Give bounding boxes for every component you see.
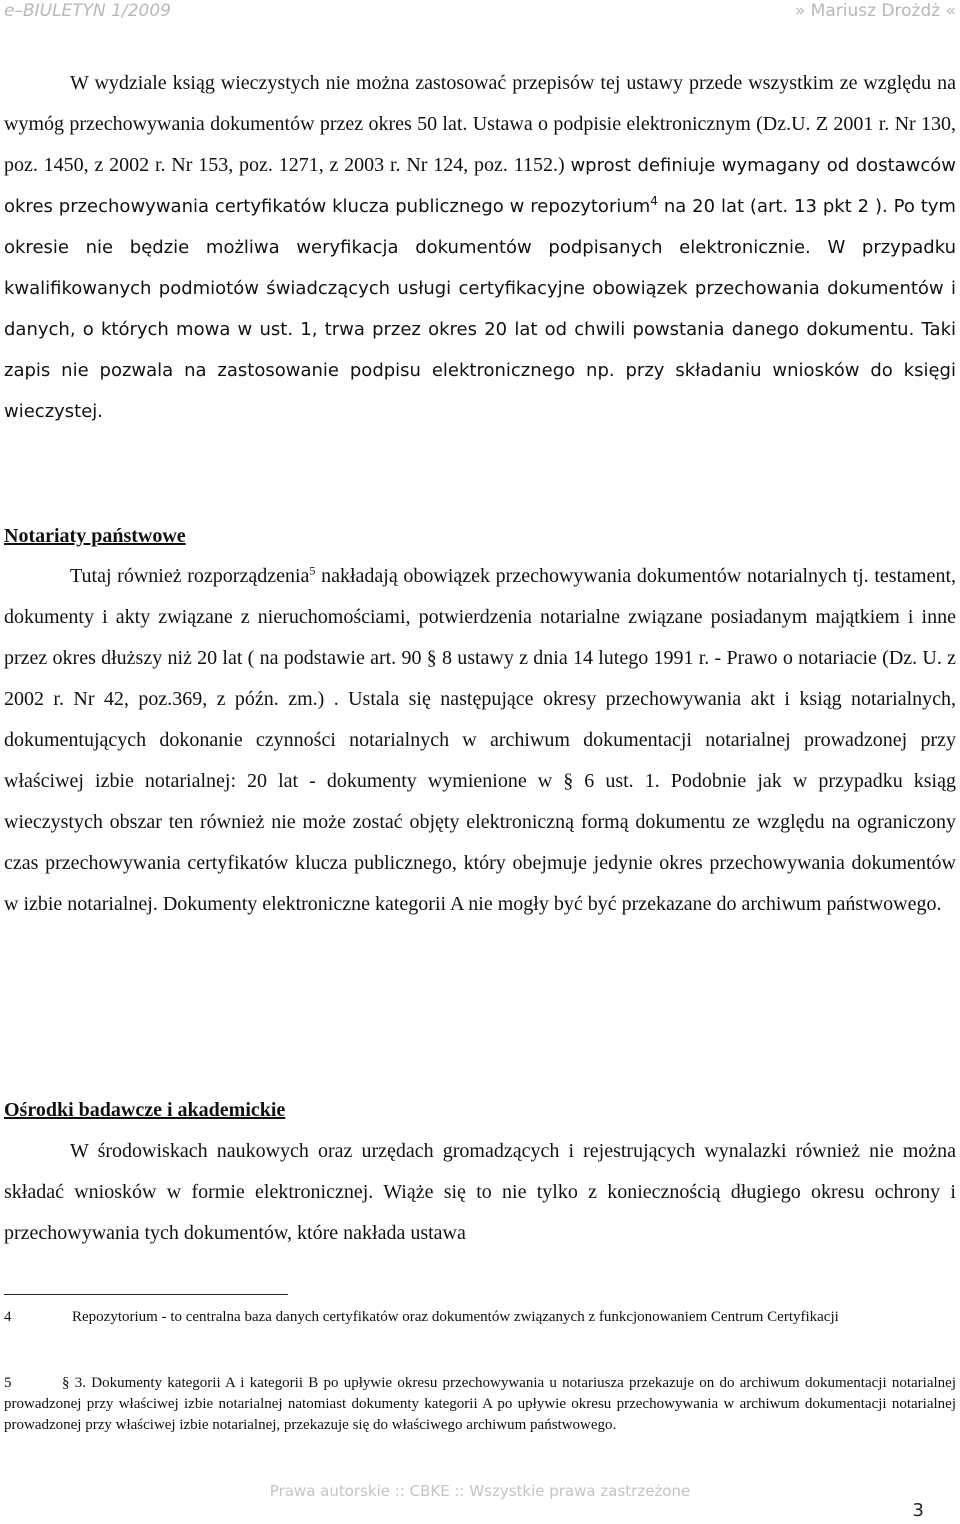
section-heading-notariaty: Notariaty państwowe <box>4 525 186 547</box>
text-notariaty-2: nakładają obowiązek przechowywania dokumentów notarialnych tj. testament, dokumenty i akty związane z nieruchomościami, potwierdzenia notarialne związane posiadanym majątkiem i inne przez okres dłuższy niż 20 lat ( na podstawie art. 90 § 8 ustawy z dnia 14 lutego 1991 r. - Prawo o notariacie (Dz. U. z 2002 r. Nr 42, poz.369, z późn. zm.) . Ustala się następujące okresy przechowywania akt i ksiąg notarialnych, dokumentujących dokonanie czynności notarialnych w archiwum dokumentacji notarialnej prowadzonej przy właściwej izbie notarialnej: 20 lat - dokumenty wymienione w § 6 ust. 1. Podobnie jak w przypadku ksiąg wieczystych obszar ten również nie może zostać objęty elektroniczną formą dokumentu ze względu na ograniczony czas przechowywania certyfikatów klucza publicznego, który obejmuje jedynie okres przechowywania dokumentów w izbie notarialnej. Dokumenty elektroniczne kategorii A nie mogły być być przekazane do archiwum państwowego. <box>4 565 956 915</box>
footnote-text: § 3. Dokumenty kategorii A i kategorii B po upływie okresu przechowywania u notariusza przekazuje on do archiwum dokumentacji notarialnej prowadzonej przy właściwej izbie notarialnej natomiast dokumenty kategorii A po upływie okresu przechowywania w archiwum dokumentacji notarialnej prowadzonej przy właściwej izbie notarialnej, przekazuje się do właściwego archiwum państwowego. <box>4 1375 956 1433</box>
footnote-ref-4[interactable]: 4 <box>650 194 658 208</box>
text-serif-1: W wydziale ksiąg wieczystych nie można zastosować przepisów tej ustawy przede wszystkim ze względu na wymóg przechowywania dokumentów przez okres 50 lat. Ustawa o podpisie elektronicznym (Dz.U. Z 2001 r. Nr 130, poz. 1450, z 2002 r. Nr 153, poz. 1271, z 2003 r. Nr 124, poz. 1152.) <box>4 72 956 176</box>
paragraph-land-registry <box>4 63 956 432</box>
text-sans-1: wprost definiuje wymagany od dostawców okres przechowywania certyfikatów klucza publicznego w repozytorium <box>4 155 957 217</box>
author-name: » Mariusz Drożdż « <box>794 1 956 21</box>
paragraph-notariaty <box>4 556 956 925</box>
copyright-footer: Prawa autorskie :: CBKE :: Wszystkie prawa zastrzeżone <box>269 1482 691 1500</box>
paragraph-text: W środowiskach naukowych oraz urzędach gromadzących i rejestrujących wynalazki również nie można składać wniosków w formie elektronicznej. Wiąże się to nie tylko z koniecznością długiego okresu ochrony i przechowywania tych dokumentów, które nakłada ustawa <box>4 1140 956 1244</box>
paragraph-text <box>4 556 956 925</box>
footnote-divider <box>4 1294 288 1295</box>
footnote-ref-5[interactable]: 5 <box>309 563 316 578</box>
page-header <box>0 0 960 26</box>
footnote-number: 4 <box>4 1309 12 1325</box>
bulletin-title: e–BIULETYN 1/2009 <box>4 1 171 21</box>
text-sans-3: Po tym okresie nie będzie możliwa weryfikacja dokumentów podpisanych elektronicznie. W przypadku kwalifikowanych podmiotów świadczących usługi certyfikacyjne obowiązek przechowania dokumentów i danych, o których mowa w ust. 1, trwa przez okres 20 lat od chwili powstania danego dokumentu. Taki zapis nie pozwala na zastosowanie podpisu elektronicznego np. przy składaniu wniosków do księgi wieczystej. <box>4 196 956 422</box>
paragraph-osrodki <box>4 1131 956 1254</box>
footnote-4 <box>4 1307 956 1328</box>
footnote-number: 5 <box>4 1375 12 1391</box>
section-heading-osrodki: Ośrodki badawcze i akademickie <box>4 1099 286 1121</box>
footnote-text: Repozytorium - to centralna baza danych certyfikatów oraz dokumentów związanych z funkcjonowaniem Centrum Certyfikacji <box>72 1309 839 1325</box>
text-notariaty-1: Tutaj również rozporządzenia <box>70 565 310 587</box>
footnote-5 <box>4 1373 956 1436</box>
text-sans-2: na 20 lat (art. 13 pkt 2 ). <box>663 196 888 217</box>
page-number: 3 <box>912 1500 924 1521</box>
paragraph-text <box>4 63 956 432</box>
